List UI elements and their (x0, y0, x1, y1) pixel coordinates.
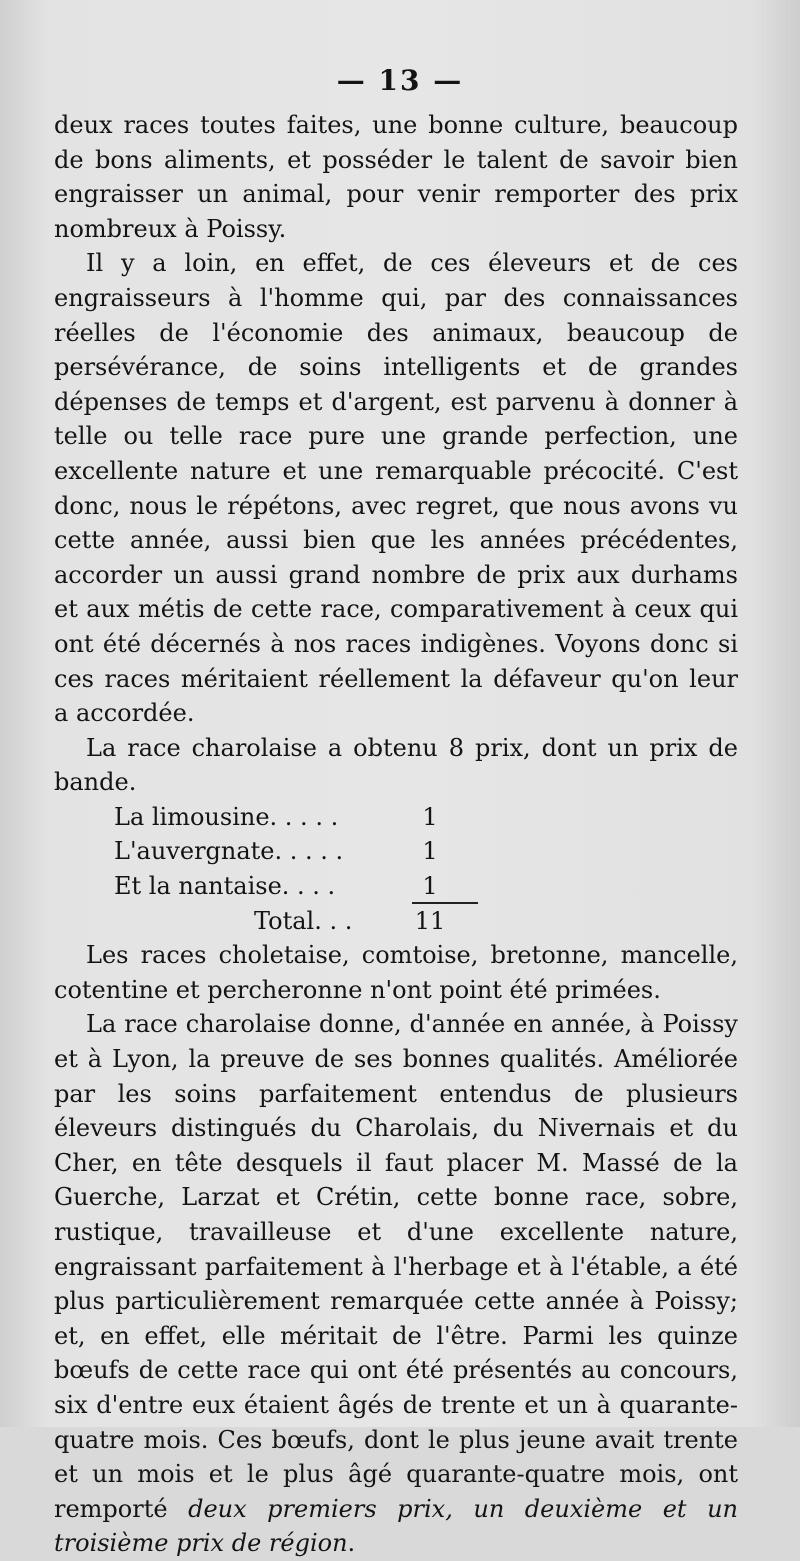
row-value: 1 (422, 872, 438, 901)
row-label: L'auvergnate. . . . . (114, 837, 344, 866)
table-row (54, 834, 738, 869)
row-label: Et la nantaise. . . . (114, 872, 336, 901)
prize-table (54, 800, 738, 938)
row-value: 1 (422, 837, 438, 866)
table-row (54, 800, 738, 835)
paragraph-4: Les races choletaise, comtoise, bretonne, mancelle, cotentine et percheronne n'ont point été primées. (54, 941, 738, 1004)
paragraph-2: Il y a loin, en effet, de ces éleveurs et de ces engraisseurs à l'homme qui, par des connaissances réelles de l'économie des animaux, beaucoup de persévérance, de soins intelligents et de grandes dépenses de temps et d'argent, est parvenu à donner à telle ou telle race pure une grande perfection, une excellente nature et une remarquable précocité. C'est donc, nous le répétons, avec regret, que nous avons vu cette année, aussi bien que les années précédentes, accorder un aussi grand nombre de prix aux durhams et aux métis de cette race, comparativement à ceux qui ont été décernés à nos races indigènes. Voyons donc si ces races méritaient réellement la défaveur qu'on leur a accordée. (54, 249, 738, 728)
row-label: La limousine. . . . . (114, 802, 339, 831)
paragraph-5-text: La race charolaise donne, d'année en année, à Poissy et à Lyon, la preuve de ses bonnes qualités. Améliorée par les soins parfaitement entendus de plusieurs éleveurs distingués du Charolais, du Nivernais et du Cher, en tête desquels il faut placer M. Massé de la Guerche, Larzat et Crétin, cette bonne race, sobre, rustique, travailleuse et d'une excellente nature, engraissant parfaitement à l'herbage et à l'étable, a été plus particulièrement remarquée cette année à Poissy; et, en effet, elle méritait de l'être. Parmi les quinze bœufs de cette race qui ont été présentés au concours, six d'entre eux étaient âgés de trente et un à quarante-quatre mois. Ces bœufs, dont le plus jeune avait trente et un mois et le plus âgé quarante-quatre mois, ont remporté (54, 1010, 738, 1523)
row-value: 1 (422, 802, 438, 831)
body-text (54, 108, 738, 1561)
paragraph-3: La race charolaise a obtenu 8 prix, dont un prix de bande. (54, 733, 738, 797)
paragraph-5-italic: deux premiers prix, un deuxième et un troisième prix de région (54, 1494, 738, 1558)
paragraph-5-end: . (347, 1529, 356, 1558)
paragraph-1: deux races toutes faites, une bonne culture, beaucoup de bons aliments, et posséder le talent de savoir bien engraisser un animal, pour venir remporter des prix nombreux à Poissy. (54, 111, 738, 243)
page-number: — 13 — (336, 64, 464, 97)
total-value: 11 (414, 906, 446, 935)
paragraph-5 (54, 1007, 738, 1561)
total-label: Total. . . (254, 906, 353, 935)
table-row (54, 869, 738, 904)
sum-rule (412, 902, 478, 904)
table-total-row (54, 904, 738, 939)
